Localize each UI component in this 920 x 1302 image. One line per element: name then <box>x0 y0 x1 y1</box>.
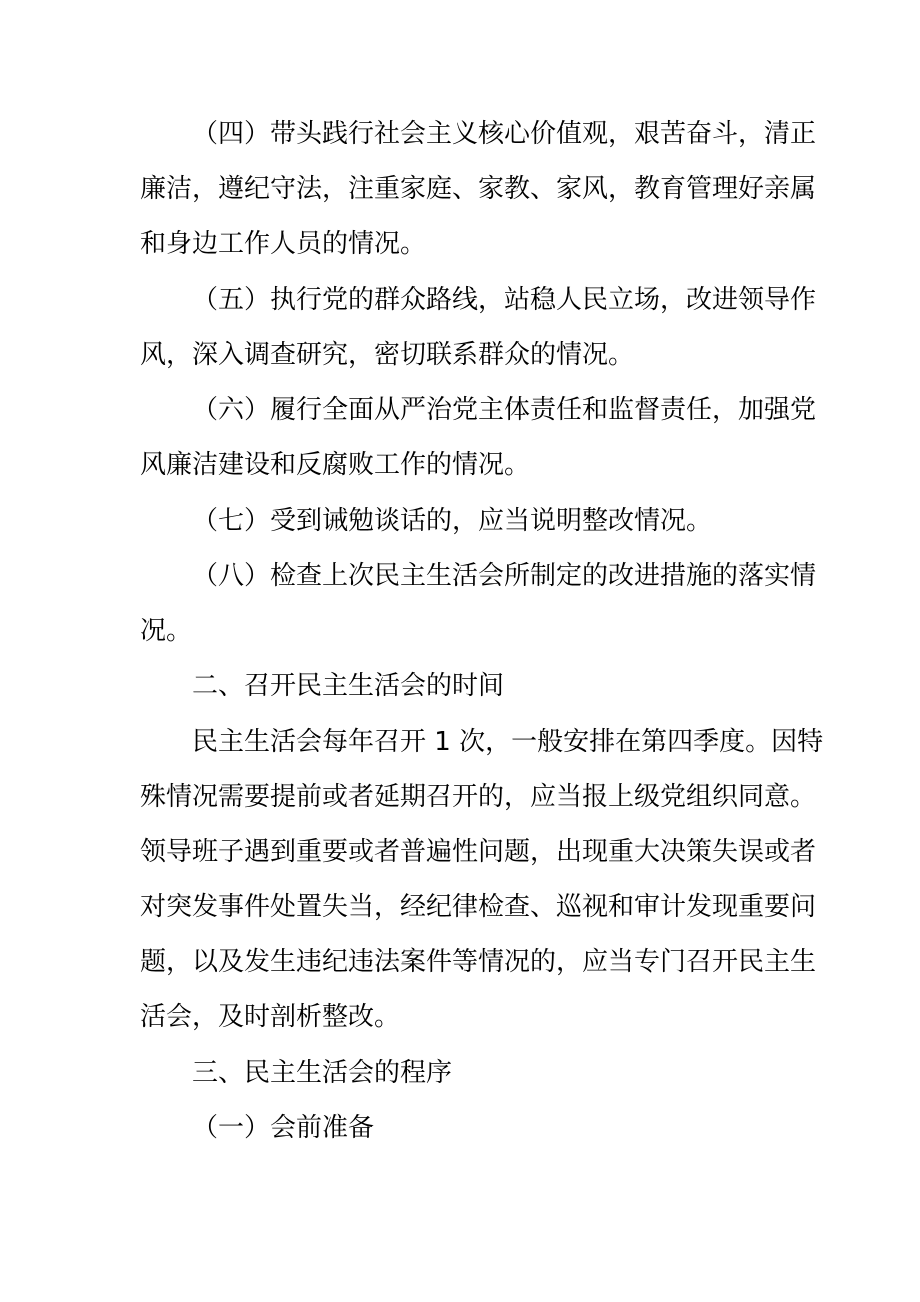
section-2-paragraph-line-3: 领导班子遇到重要或者普遍性问题，出现重大决策失误或者 <box>140 837 817 867</box>
section-2-paragraph-line-5: 题，以及发生违纪违法案件等情况的，应当专门召开民主生 <box>140 947 817 977</box>
section-2-heading: 二、召开民主生活会的时间 <box>192 671 505 701</box>
paragraph-6-line-2: 风廉洁建设和反腐败工作的情况。 <box>140 450 531 480</box>
paragraph-4-line-1: （四）带头践行社会主义核心价值观，艰苦奋斗，清正 <box>192 119 817 149</box>
paragraph-8-line-1: （八）检查上次民主生活会所制定的改进措施的落实情 <box>192 561 817 591</box>
paragraph-5-line-1: （五）执行党的群众路线，站稳人民立场，改进领导作 <box>192 285 817 315</box>
paragraph-4-line-3: 和身边工作人员的情况。 <box>140 229 427 259</box>
section-2-paragraph-line-4: 对突发事件处置失当，经纪律检查、巡视和审计发现重要问 <box>140 892 817 922</box>
section-3-subheading-1: （一）会前准备 <box>192 1113 375 1143</box>
section-2-paragraph-line-2: 殊情况需要提前或者延期召开的，应当报上级党组织同意。 <box>140 782 817 812</box>
paragraph-7-line-1: （七）受到诫勉谈话的，应当说明整改情况。 <box>192 506 713 536</box>
section-2-paragraph-line-6: 活会，及时剖析整改。 <box>140 1002 401 1032</box>
paragraph-5-line-2: 风，深入调查研究，密切联系群众的情况。 <box>140 340 635 370</box>
section-3-heading: 三、民主生活会的程序 <box>192 1058 453 1088</box>
section-2-paragraph-line-1: 民主生活会每年召开 1 次，一般安排在第四季度。因特 <box>192 727 824 757</box>
paragraph-8-line-2: 况。 <box>140 616 193 646</box>
paragraph-6-line-1: （六）履行全面从严治党主体责任和监督责任，加强党 <box>192 395 817 425</box>
paragraph-4-line-2: 廉洁，遵纪守法，注重家庭、家教、家风，教育管理好亲属 <box>140 174 817 204</box>
